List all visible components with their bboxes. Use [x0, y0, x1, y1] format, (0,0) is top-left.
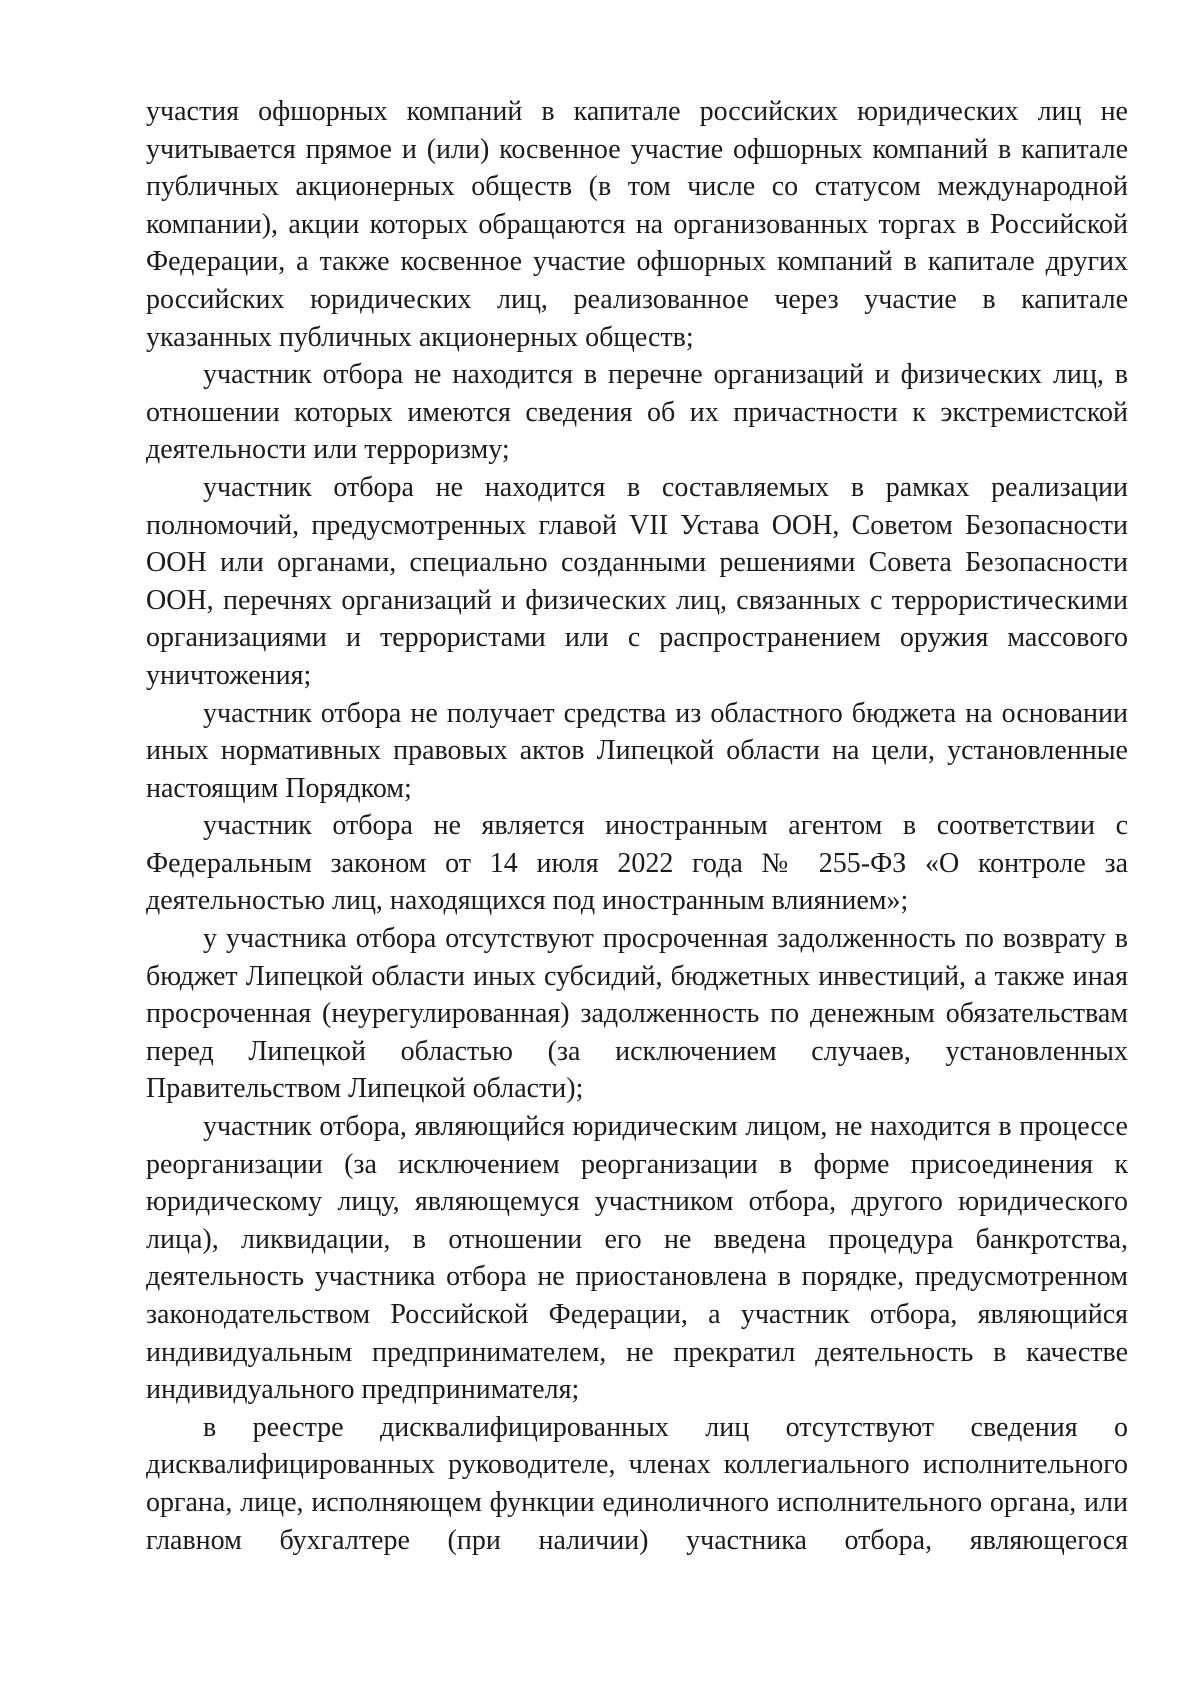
paragraph-regional-budget-funds: участник отбора не получает средства из областного бюджета на основании иных нормативных правовых актов Липецкой области на цели, установленные настоящим Порядком; — [146, 697, 1128, 804]
paragraph-extremism-list: участник отбора не находится в перечне организаций и физических лиц, в отношении которых имеются сведения об их причастности к экстремистской деятельности или терроризму; — [146, 359, 1128, 466]
paragraph-offshore-participation: участия офшорных компаний в капитале российских юридических лиц не учитывается прямое и (или) косвенное участие офшорных компаний в капитале публичных акционерных обществ (в том числе со статусом международной компании), акции которых обращаются на организованных торгах в Российской Федерации, а также косвенное участие офшорных компаний в капитале других российских юридических лиц, реализованное через участие в капитале указанных публичных акционерных обществ; — [146, 96, 1128, 353]
paragraph-foreign-agent: участник отбора не является иностранным агентом в соответствии с Федеральным законом от 14 июля 2022 года № 255-ФЗ «О контроле за деятельностью лиц, находящихся под иностранным влиянием»; — [146, 810, 1128, 917]
paragraph-disqualified-persons: в реестре дисквалифицированных лиц отсутствуют сведения о дисквалифицированных руководителе, членах коллегиального исполнительного органа, лице, исполняющем функции единоличного исполнительного органа, или главном бухгалтере (при наличии) участника отбора, являющегося — [146, 1411, 1128, 1556]
document-body — [146, 93, 1128, 1559]
paragraph-un-security-council-lists: участник отбора не находится в составляемых в рамках реализации полномочий, предусмотренных главой VII Устава ООН, Советом Безопасности ООН или органами, специально созданными решениями Совета Безопасности ООН, перечнях организаций и физических лиц, связанных с террористическими организациями и террористами или с распространением оружия массового уничтожения; — [146, 471, 1128, 691]
paragraph-reorganization-liquidation: участник отбора, являющийся юридическим лицом, не находится в процессе реорганизации (за исключением реорганизации в форме присоединения к юридическому лицу, являющемуся участником отбора, другого юридического лица), ликвидации, в отношении его не введена процедура банкротства, деятельность участника отбора не приостановлена в порядке, предусмотренном законодательством Российской Федерации, а участник отбора, являющийся индивидуальным предпринимателем, не прекратил деятельность в качестве индивидуального предпринимателя; — [146, 1111, 1128, 1406]
paragraph-overdue-debt: у участника отбора отсутствуют просроченная задолженность по возврату в бюджет Липецкой области иных субсидий, бюджетных инвестиций, а также иная просроченная (неурегулированная) задолженность по денежным обязательствам перед Липецкой областью (за исключением случаев, установленных Правительством Липецкой области); — [146, 923, 1128, 1105]
